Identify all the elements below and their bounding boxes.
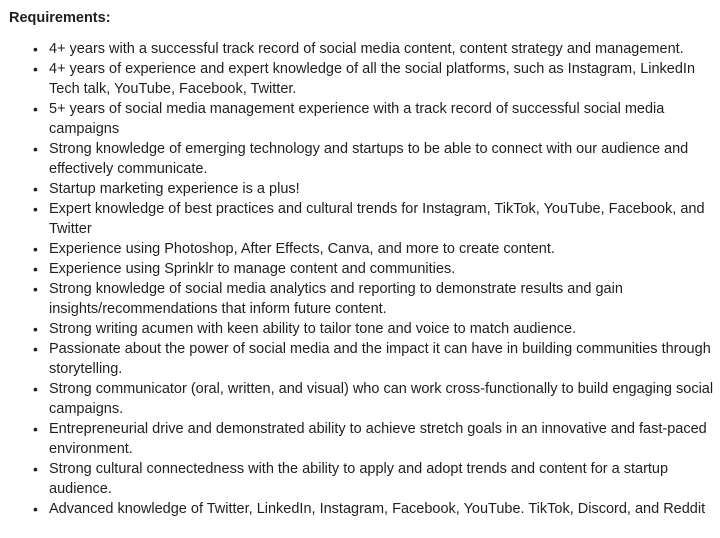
bullet-icon: • — [33, 41, 38, 57]
bullet-icon: • — [33, 61, 38, 77]
section-heading: Requirements: — [9, 10, 111, 26]
bullet-icon: • — [33, 501, 38, 517]
bullet-icon: • — [33, 461, 38, 477]
list-item-text: 4+ years of experience and expert knowledge of all the social platforms, such as Instagram, LinkedIn Tech talk, YouTube, Facebook, Twitter. — [49, 61, 696, 97]
requirements-section — [9, 8, 715, 519]
list-item — [9, 59, 715, 99]
bullet-icon: • — [33, 341, 38, 357]
list-item-text: 4+ years with a successful track record of social media content, content strategy and management. — [49, 41, 684, 57]
list-item — [9, 419, 715, 459]
bullet-icon: • — [33, 381, 38, 397]
list-item — [9, 139, 715, 179]
list-item-text: Strong knowledge of emerging technology and startups to be able to connect with our audience and effectively communicate. — [49, 141, 689, 177]
bullet-icon: • — [33, 321, 38, 337]
requirements-list — [9, 39, 715, 519]
bullet-icon: • — [33, 101, 38, 117]
list-item — [9, 199, 715, 239]
list-item — [9, 499, 715, 519]
list-item-text: Experience using Sprinklr to manage content and communities. — [49, 261, 456, 277]
bullet-icon: • — [33, 281, 38, 297]
bullet-icon: • — [33, 141, 38, 157]
list-item — [9, 99, 715, 139]
list-item-text: Passionate about the power of social media and the impact it can have in building communities through storytelling. — [49, 341, 711, 377]
bullet-icon: • — [33, 261, 38, 277]
list-item-text: 5+ years of social media management experience with a track record of successful social media campaigns — [49, 101, 665, 137]
list-item — [9, 279, 715, 319]
bullet-icon: • — [33, 421, 38, 437]
bullet-icon: • — [33, 181, 38, 197]
list-item-text: Strong writing acumen with keen ability to tailor tone and voice to match audience. — [49, 321, 577, 337]
list-item-text: Strong cultural connectedness with the ability to apply and adopt trends and content for a startup audience. — [49, 461, 669, 497]
list-item — [9, 319, 715, 339]
bullet-icon: • — [33, 201, 38, 217]
bullet-icon: • — [33, 241, 38, 257]
list-item — [9, 179, 715, 199]
list-item-text: Entrepreneurial drive and demonstrated ability to achieve stretch goals in an innovative and fast-paced environment. — [49, 421, 707, 457]
list-item — [9, 379, 715, 419]
list-item-text: Experience using Photoshop, After Effects, Canva, and more to create content. — [49, 241, 555, 257]
list-item-text: Strong communicator (oral, written, and visual) who can work cross-functionally to build engaging social campaigns. — [49, 381, 714, 417]
list-item — [9, 339, 715, 379]
list-item-text: Startup marketing experience is a plus! — [49, 181, 300, 197]
list-item — [9, 459, 715, 499]
list-item — [9, 239, 715, 259]
list-item — [9, 259, 715, 279]
list-item — [9, 39, 715, 59]
list-item-text: Expert knowledge of best practices and cultural trends for Instagram, TikTok, YouTube, Facebook, and Twitter — [49, 201, 705, 237]
list-item-text: Advanced knowledge of Twitter, LinkedIn, Instagram, Facebook, YouTube. TikTok, Discord, and Reddit — [49, 501, 706, 517]
list-item-text: Strong knowledge of social media analytics and reporting to demonstrate results and gain insights/recommendations that inform future content. — [49, 281, 623, 317]
